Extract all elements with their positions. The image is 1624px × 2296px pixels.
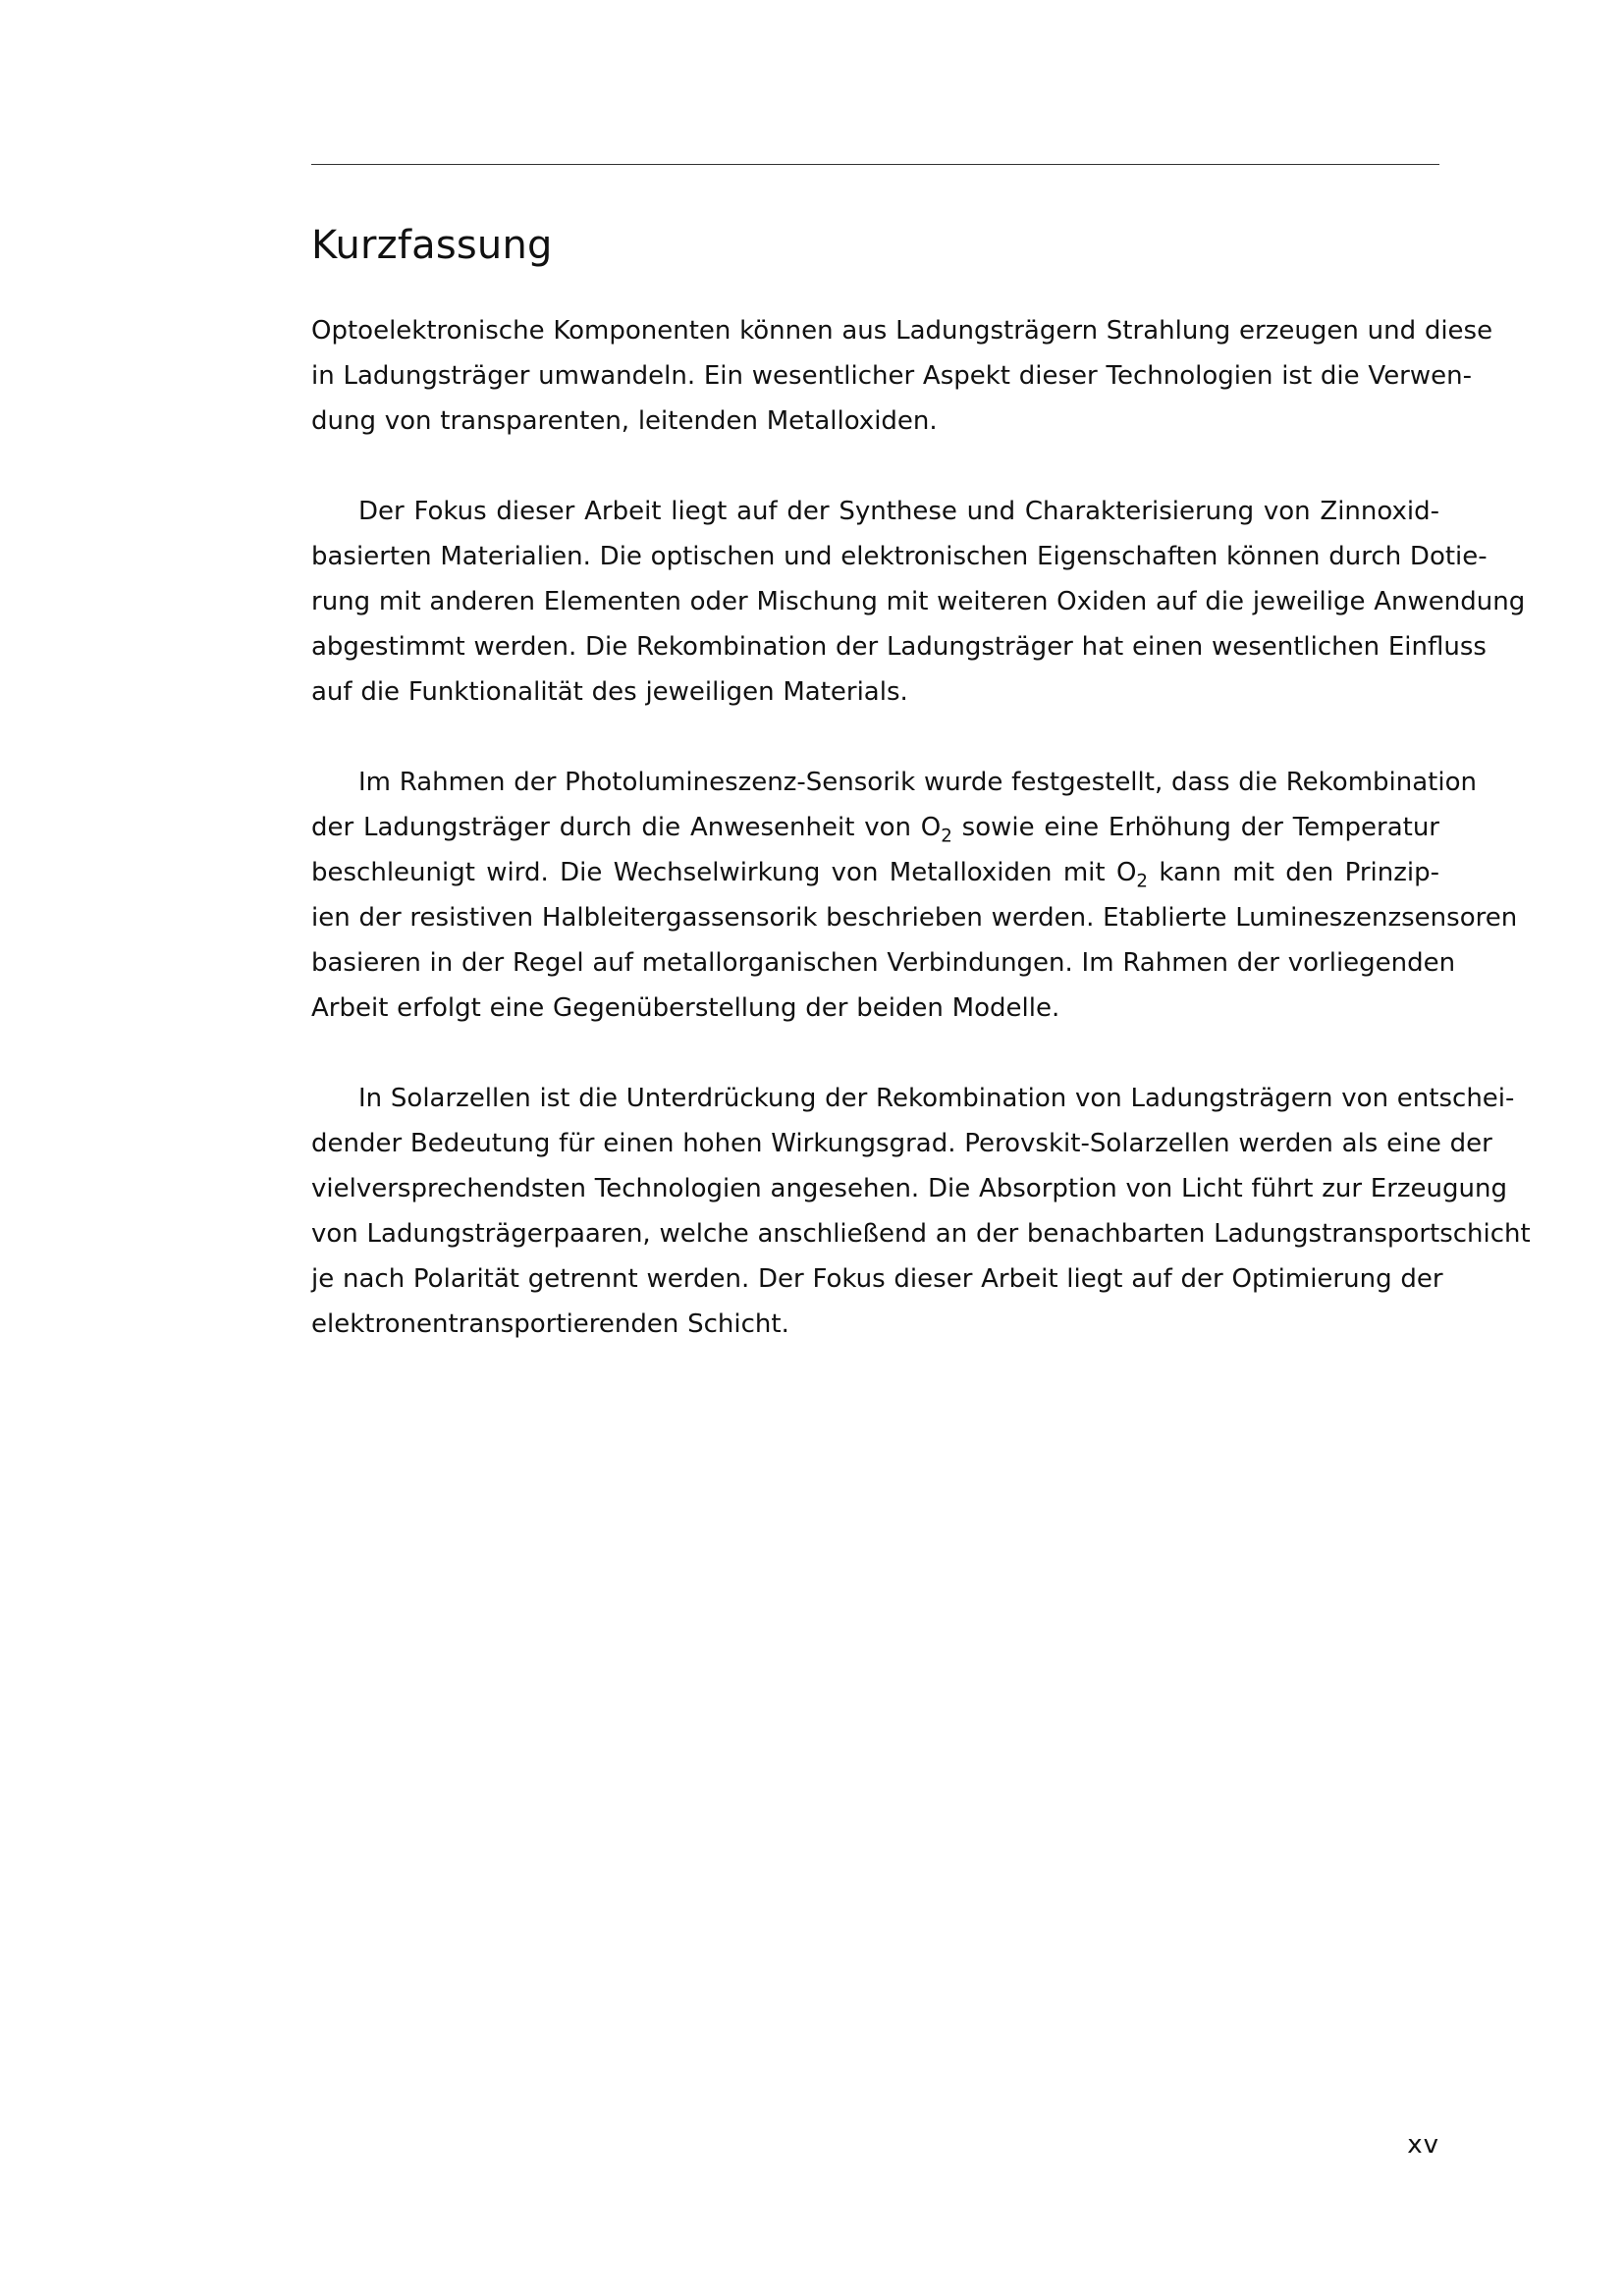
- text-segment: der Ladungsträger durch die Anwesenheit von O: [311, 813, 942, 842]
- text-line: ien der resistiven Halbleitergassensorik beschrieben werden. Etablierte Lumineszenzsensoren: [311, 903, 1518, 933]
- paragraph-2: [311, 489, 1526, 715]
- text-line: dender Bedeutung für einen hohen Wirkungsgrad. Perovskit-Solarzellen werden als eine der: [311, 1129, 1492, 1158]
- text-line: Arbeit erfolgt eine Gegenüberstellung der beiden Modelle.: [311, 993, 1060, 1023]
- text-line: je nach Polarität getrennt werden. Der Fokus dieser Arbeit liegt auf der Optimierung der: [311, 1264, 1443, 1294]
- text-line: In Solarzellen ist die Unterdrückung der Rekombination von Ladungsträgern von entschei-: [358, 1084, 1515, 1113]
- text-segment: sowie eine Erhöhung der Temperatur: [951, 813, 1439, 842]
- text-line: elektronentransportierenden Schicht.: [311, 1309, 789, 1339]
- subscript: 2: [941, 826, 952, 847]
- page-number: xv: [1407, 2130, 1439, 2160]
- paragraph-4: [311, 1076, 1531, 1347]
- text-line: basierten Materialien. Die optischen und elektronischen Eigenschaften können durch Dotie-: [311, 542, 1488, 571]
- text-line: abgestimmt werden. Die Rekombination der Ladungsträger hat einen wesentlichen Einfluss: [311, 632, 1487, 662]
- text-line: [311, 805, 1439, 850]
- text-line: dung von transparenten, leitenden Metalloxiden.: [311, 406, 938, 436]
- text-line: Der Fokus dieser Arbeit liegt auf der Synthese und Charakterisierung von Zinnoxid-: [358, 497, 1439, 526]
- subscript: 2: [1136, 871, 1148, 892]
- text-line: rung mit anderen Elementen oder Mischung mit weiteren Oxiden auf die jeweilige Anwendung: [311, 587, 1526, 616]
- text-line: Im Rahmen der Photolumineszenz-Sensorik wurde festgestellt, dass die Rekombination: [358, 768, 1477, 797]
- section-heading: Kurzfassung: [311, 223, 553, 268]
- text-line: Optoelektronische Komponenten können aus Ladungsträgern Strahlung erzeugen und diese: [311, 316, 1493, 346]
- text-segment: beschleunigt wird. Die Wechselwirkung von Metalloxiden mit O: [311, 858, 1137, 887]
- header-rule: [311, 164, 1439, 165]
- paragraph-1: [311, 308, 1493, 444]
- text-line: in Ladungsträger umwandeln. Ein wesentlicher Aspekt dieser Technologien ist die Verwen-: [311, 361, 1472, 391]
- text-line: [311, 850, 1439, 895]
- abstract-body: [311, 308, 1531, 1392]
- paragraph-3: [311, 760, 1518, 1031]
- text-line: basieren in der Regel auf metallorganischen Verbindungen. Im Rahmen der vorliegenden: [311, 948, 1456, 978]
- text-segment: kann mit den Prinzip-: [1148, 858, 1439, 887]
- text-line: auf die Funktionalität des jeweiligen Materials.: [311, 677, 908, 707]
- text-line: von Ladungsträgerpaaren, welche anschließend an der benachbarten Ladungstransportschicht: [311, 1219, 1531, 1249]
- text-line: vielversprechendsten Technologien angesehen. Die Absorption von Licht führt zur Erzeugung: [311, 1174, 1507, 1203]
